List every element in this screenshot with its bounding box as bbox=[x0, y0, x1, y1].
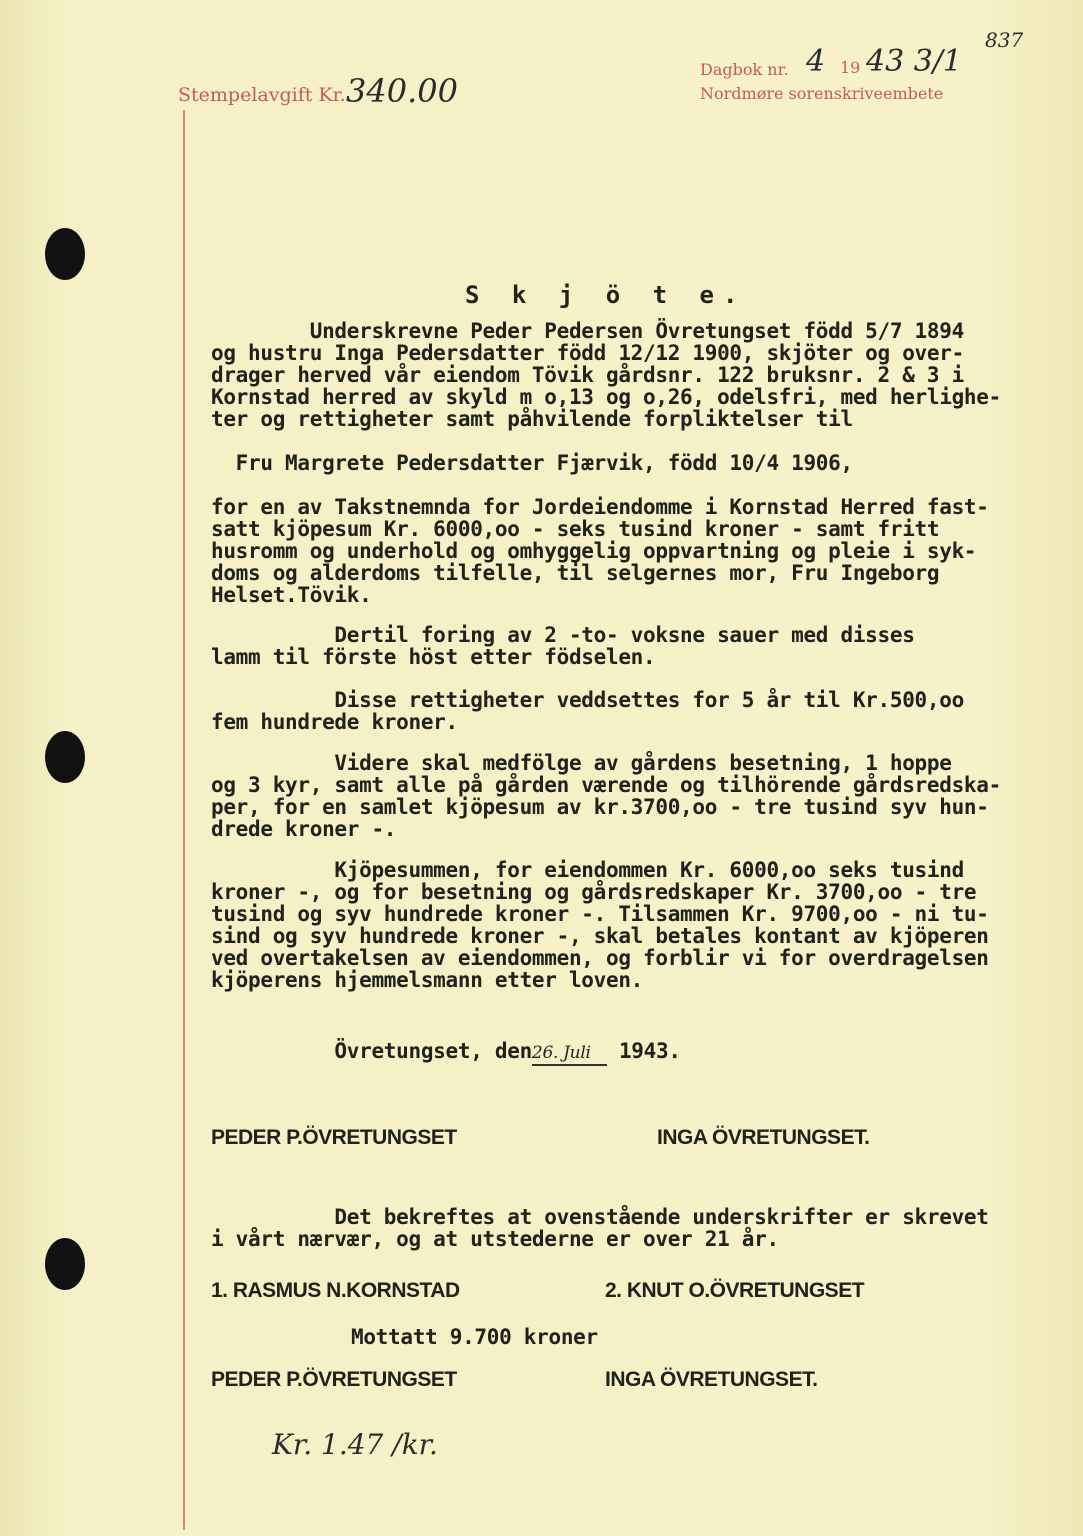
date-year: 1943. bbox=[618, 1039, 681, 1063]
buyer-line: Fru Margrete Pedersdatter Fjærvik, född 10/4 1906, bbox=[211, 451, 853, 475]
body-line: og hustru Inga Pedersdatter född 12/12 1900, skjöter og over- bbox=[211, 341, 964, 365]
body-line: Disse rettigheter veddsettes for 5 år til Kr.500,oo bbox=[211, 688, 964, 712]
body-line: for en av Takstnemnda for Jordeiendomme i Kornstad Herred fast- bbox=[211, 495, 989, 519]
body-line: doms og alderdoms tilfelle, til selgernes mor, Fru Ingeborg bbox=[211, 561, 940, 585]
witness-text-line: Det bekreftes at ovenstående underskrifter er skrevet bbox=[211, 1205, 989, 1229]
body-line: tusind og syv hundrede kroner -. Tilsammen Kr. 9700,oo - ni tu- bbox=[211, 902, 989, 926]
punch-hole bbox=[45, 731, 85, 783]
body-line: Helset.Tövik. bbox=[211, 583, 372, 607]
dagbok-year-prefix: 19 bbox=[840, 58, 861, 77]
body-line: Underskrevne Peder Pedersen Övretungset född 5/7 1894 bbox=[211, 319, 964, 343]
handwritten-date: 26. Juli bbox=[532, 1042, 607, 1066]
witness-1: 1. RASMUS N.KORNSTAD bbox=[211, 1279, 460, 1302]
signature-receipt-1: PEDER P.ÖVRETUNGSET bbox=[211, 1368, 457, 1391]
document-title: S k j ö t e. bbox=[465, 281, 747, 309]
body-line: drede kroner -. bbox=[211, 817, 397, 841]
body-line: fem hundrede kroner. bbox=[211, 710, 458, 734]
body-line: sind og syv hundrede kroner -, skal betales kontant av kjöperen bbox=[211, 924, 989, 948]
punch-hole bbox=[45, 228, 85, 280]
body-line: ter og rettigheter samt påhvilende forpliktelser til bbox=[211, 407, 853, 431]
witness-2: 2. KNUT O.ÖVRETUNGSET bbox=[605, 1279, 865, 1302]
page-number: 837 bbox=[985, 28, 1024, 52]
place-date-line bbox=[211, 1040, 681, 1066]
body-line: satt kjöpesum Kr. 6000,oo - seks tusind kroner - samt fritt bbox=[211, 517, 940, 541]
witness-text-line: i vårt nærvær, og at utstederne er over 21 år. bbox=[211, 1227, 779, 1251]
dagbok-label: Dagbok nr. bbox=[700, 60, 789, 79]
margin-rule bbox=[183, 110, 185, 1530]
body-line: Kornstad herred av skyld m o,13 og o,26, odelsfri, med herlighe- bbox=[211, 385, 1001, 409]
signature-seller-1: PEDER P.ÖVRETUNGSET bbox=[211, 1126, 457, 1149]
received-line: Mottatt 9.700 kroner bbox=[351, 1325, 598, 1349]
handwritten-fee-note: Kr. 1.47 /kr. bbox=[272, 1428, 438, 1461]
dagbok-handwritten: 43 3/1 bbox=[866, 44, 962, 79]
body-line: per, for en samlet kjöpesum av kr.3700,oo - tre tusind syv hun- bbox=[211, 795, 989, 819]
body-line: lamm til förste höst etter födselen. bbox=[211, 645, 656, 669]
body-line: og 3 kyr, samt alle på gården værende og tilhörende gårdsredska- bbox=[211, 773, 1001, 797]
office-stamp: Nordmøre sorenskriveembete bbox=[700, 84, 944, 103]
punch-hole bbox=[45, 1238, 85, 1290]
body-line: drager herved vår eiendom Tövik gårdsnr. 122 bruksnr. 2 & 3 i bbox=[211, 363, 964, 387]
body-line: Kjöpesummen, for eiendommen Kr. 6000,oo seks tusind bbox=[211, 858, 964, 882]
signature-receipt-2: INGA ÖVRETUNGSET. bbox=[605, 1368, 818, 1391]
body-line: husromm og underhold og omhyggelig oppvartning og pleie i syk- bbox=[211, 539, 977, 563]
body-line: ved overtakelsen av eiendommen, og forblir vi for overdragelsen bbox=[211, 946, 989, 970]
stamp-tax-label: Stempelavgift Kr. bbox=[178, 84, 346, 106]
signature-seller-2: INGA ÖVRETUNGSET. bbox=[657, 1126, 870, 1149]
body-line: Videre skal medfölge av gårdens besetning, 1 hoppe bbox=[211, 751, 952, 775]
dagbok-number: 4 bbox=[806, 44, 826, 79]
place-prefix: Övretungset, den bbox=[211, 1039, 532, 1063]
body-line: kjöperens hjemmelsmann etter loven. bbox=[211, 968, 644, 992]
stamp-tax-amount: 340.00 bbox=[346, 72, 458, 110]
body-line: Dertil foring av 2 -to- voksne sauer med disses bbox=[211, 623, 915, 647]
body-line: kroner -, og for besetning og gårdsredskaper Kr. 3700,oo - tre bbox=[211, 880, 977, 904]
